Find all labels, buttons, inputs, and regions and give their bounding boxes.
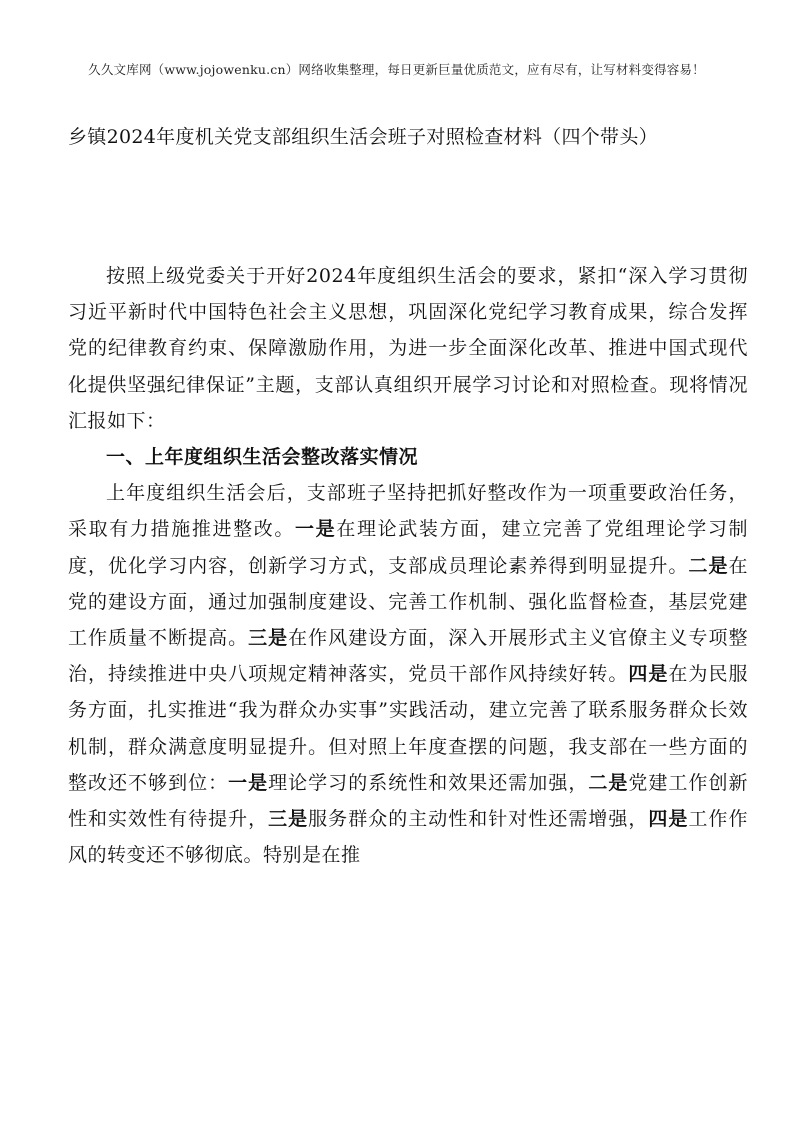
bold-lead: 二是 [688,554,729,577]
section-1-paragraph [68,475,748,873]
text-segment: 服务群众的主动性和针对性还需增强， [308,808,649,831]
bold-lead: 三是 [268,808,309,831]
section-heading-1: 一、上年度组织生活会整改落实情况 [106,446,419,469]
text-segment: 在党的建设方面，通过加强制度建设、完善工作机制、强化监督检查，基层党建工作质量不断提高。 [68,554,748,650]
text-segment: 理论学习的系统性和效果还需加强， [268,771,589,794]
bold-lead: 三是 [248,627,289,650]
intro-paragraph: 按照上级党委关于开好2024年度组织生活会的要求，紧扣“深入学习贯彻习近平新时代中国特色社会主义思想，巩固深化党纪学习教育成果，综合发挥党的纪律教育约束、保障激励作用，为进一步全面深化改革、推进中国式现代化提供坚强纪律保证”主题，支部认真组织开展学习讨论和对照检查。现将情况汇报如下： [68,265,748,432]
bold-lead: 一是 [228,771,269,794]
bold-lead: 四是 [628,663,669,686]
text-segment: 在理论武装方面，建立完善了党组理论学习制度，优化学习内容，创新学习方式，支部成员理论素养得到明显提升。 [68,518,748,577]
text-segment: 工作作风的转变还不够彻底。特别是在推 [68,808,748,867]
bold-lead: 一是 [295,518,337,541]
text-segment: 在作风建设方面，深入开展形式主义官僚主义专项整治，持续推进中央八项规定精神落实，党员干部作风持续好转。 [68,627,748,686]
document-title: 乡镇2024年度机关党支部组织生活会班子对照检查材料（四个带头） [68,126,658,148]
text-segment: 上年度组织生活会后，支部班子坚持把抓好整改作为一项重要政治任务，采取有力措施推进整改。 [68,482,748,541]
text-segment: 在为民服务方面，扎实推进“我为群众办实事”实践活动，建立完善了联系服务群众长效机制，群众满意度明显提升。但对照上年度查摆的问题，我支部在一些方面的整改还不够到位： [68,663,748,794]
document-body [68,258,748,873]
text-segment: 党建工作创新性和实效性有待提升， [68,771,748,831]
site-notice-header: 久久文库网（www.jojowenku.cn）网络收集整理，每日更新巨量优质范文，应有尽有，让写材料变得容易！ [88,62,705,77]
bold-lead: 二是 [588,771,629,794]
bold-lead: 四是 [648,808,689,831]
